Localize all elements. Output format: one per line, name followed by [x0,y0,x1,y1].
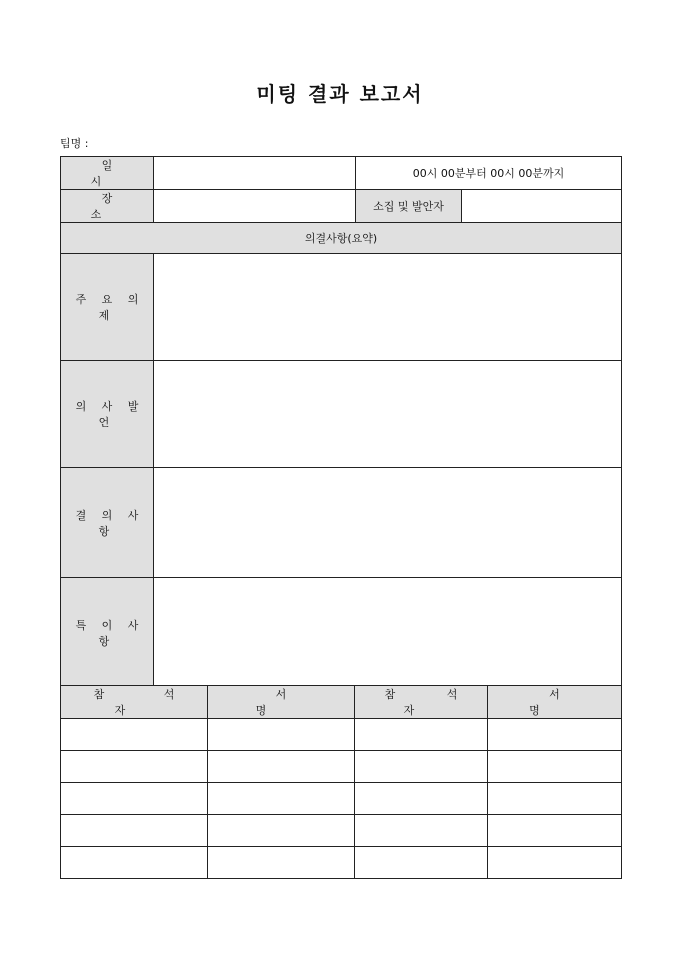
summary-header: 의결사항(요약) [304,232,378,245]
section-label-cell [61,578,154,688]
place-label-cell [61,190,154,223]
convener-input-cell[interactable] [462,190,622,223]
summary-header-cell [61,223,622,254]
signature-cell[interactable] [488,783,622,815]
signature-cell[interactable] [488,815,622,847]
attendee-header-1 [61,686,208,719]
attendee-cell[interactable] [61,783,208,815]
attendee-cell[interactable] [61,751,208,783]
attendee-cell[interactable] [61,719,208,751]
attendee-cell[interactable] [355,815,488,847]
section-label: 결 의 사 항 [75,508,145,538]
table-row [61,719,622,751]
place-input-cell[interactable] [154,190,356,223]
section-content-cell[interactable] [154,468,622,578]
section-label-cell [61,468,154,578]
signature-cell[interactable] [208,847,355,879]
section-label-cell [61,361,154,468]
signature-cell[interactable] [208,815,355,847]
signature-cell[interactable] [488,751,622,783]
attendee-cell[interactable] [61,815,208,847]
section-label: 주 요 의 제 [75,293,145,322]
signature-cell[interactable] [208,751,355,783]
time-range-text: 00시 00분부터 00시 00분까지 [412,167,565,180]
table-row [61,815,622,847]
signature-header-text: 서 명 [529,688,600,717]
date-label-cell [61,157,154,190]
section-label: 의 사 발 언 [75,400,145,429]
section-content-cell[interactable] [154,578,622,688]
attendee-cell[interactable] [61,847,208,879]
attendee-cell[interactable] [355,847,488,879]
table-row [61,783,622,815]
attendee-signature-table [60,685,622,879]
section-label: 특 이 사 항 [75,618,145,648]
document-title: 미팅 결과 보고서 [256,82,424,106]
signature-cell[interactable] [208,783,355,815]
section-label-cell [61,254,154,361]
table-row [61,751,622,783]
signature-header-1 [208,686,355,719]
signature-header-2 [488,686,622,719]
meeting-info-table [60,156,622,688]
attendee-header-2 [355,686,488,719]
date-input-cell[interactable] [154,157,356,190]
time-range-cell[interactable] [356,157,622,190]
convener-label-cell [356,190,462,223]
signature-cell[interactable] [208,719,355,751]
section-content-cell[interactable] [154,361,622,468]
attendee-header-text: 참 석 자 [384,688,482,717]
signature-cell[interactable] [488,719,622,751]
attendee-cell[interactable] [355,783,488,815]
date-label: 일 시 [90,159,135,188]
attendee-cell[interactable] [355,719,488,751]
signature-cell[interactable] [488,847,622,879]
team-name-label: 팀명 : [60,137,89,150]
table-row [61,847,622,879]
attendee-header-text: 참 석 자 [93,688,203,717]
place-label: 장 소 [90,192,135,221]
convener-label: 소집 및 발안자 [373,200,444,213]
section-content-cell[interactable] [154,254,622,361]
attendee-cell[interactable] [355,751,488,783]
signature-header-text: 서 명 [255,688,327,717]
